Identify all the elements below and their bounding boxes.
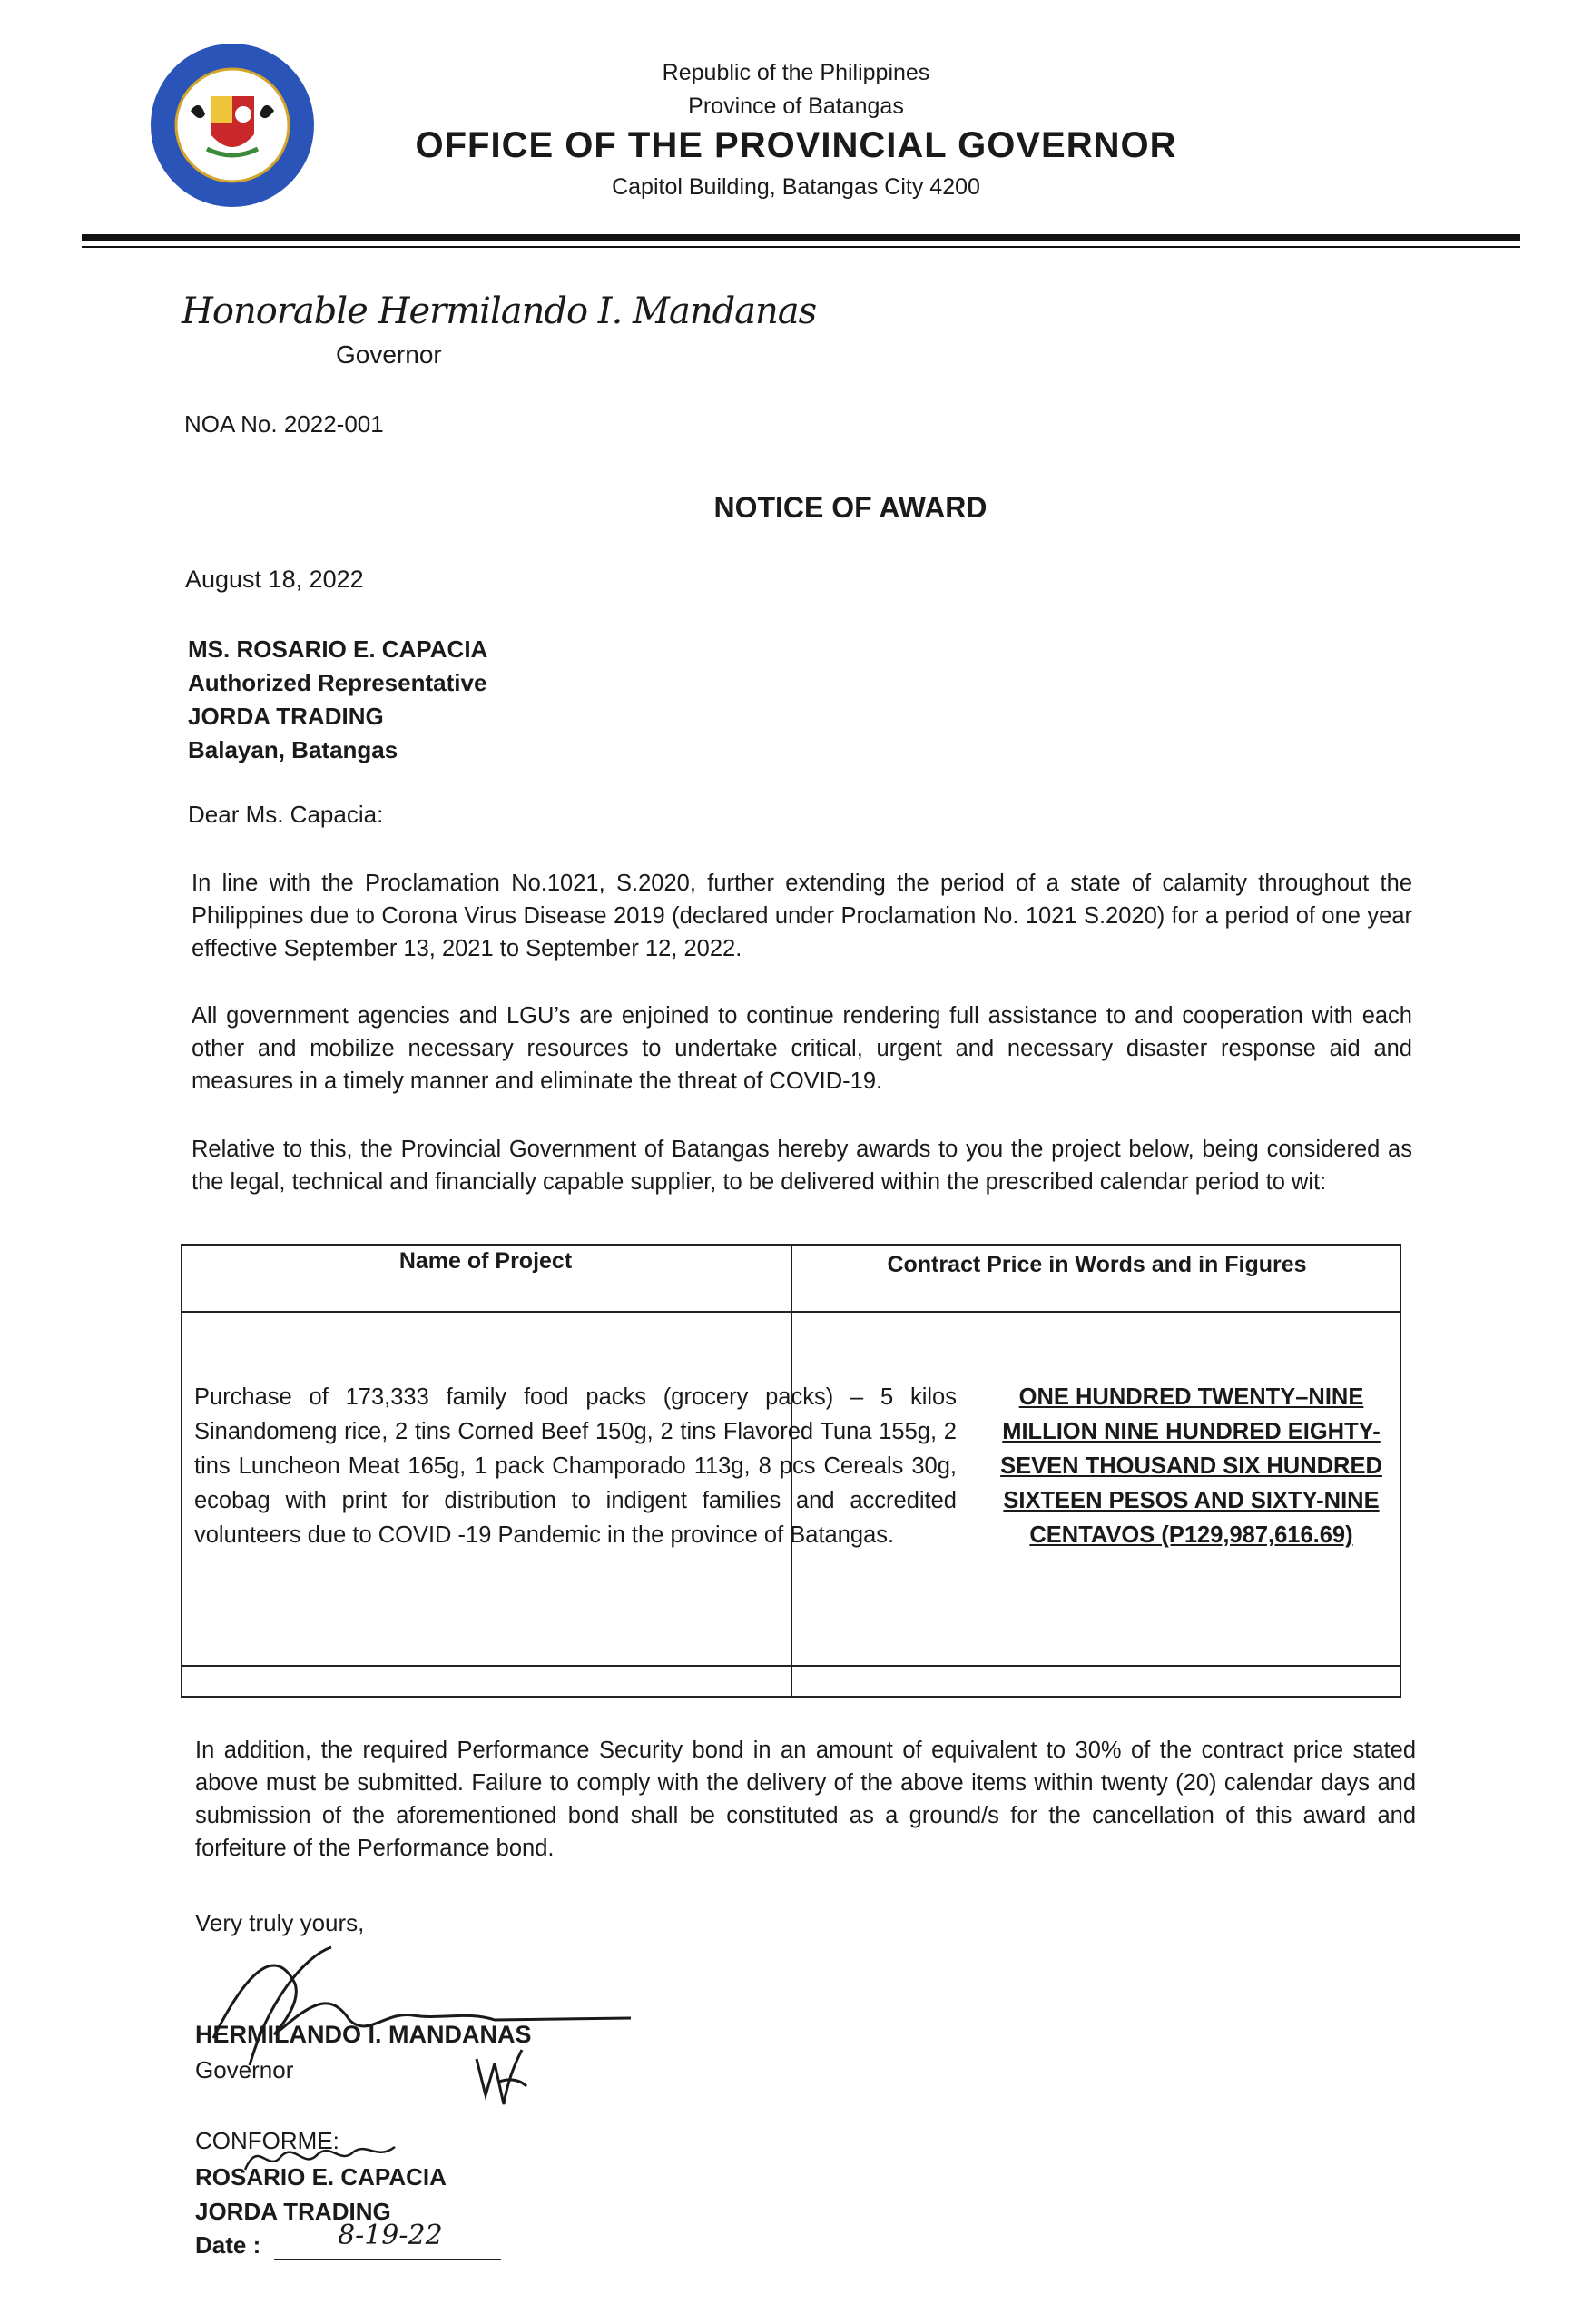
conforme-company: JORDA TRADING [195,2198,391,2225]
header-province: Province of Batangas [688,94,904,119]
addressee-company: JORDA TRADING [188,703,384,730]
governor-signature [195,1929,649,2074]
header-address: Capitol Building, Batangas City 4200 [612,174,980,200]
conforme-label: CONFORME: [195,2127,339,2154]
conforme-date-line [274,2259,501,2260]
conforme-name: ROSARIO E. CAPACIA [195,2163,447,2191]
paragraph-agencies: All government agencies and LGU’s are enjoined to continue rendering full assistance to and cooperation with each other and mobilize necessary resources to undertake critical, urgent and necessary disaster response aid and measures in a timely manner and eliminate the threat of COVID-19. [192,1003,1412,1094]
table-cell-price: ONE HUNDRED TWENTY–NINE MILLION NINE HUNDRED EIGHTY-SEVEN THOUSAND SIX HUNDRED SIXTEEN PESOS AND SIXTY-NINE CENTAVOS (P129,987,616.69) [1000,1384,1382,1548]
conforme-date-value: 8-19-22 [338,2220,443,2251]
addressee-name: MS. ROSARIO E. CAPACIA [188,635,488,663]
valediction: Very truly yours, [195,1909,365,1936]
table-footer-rule [181,1665,1401,1667]
salutation: Dear Ms. Capacia: [188,801,384,828]
addressee-location: Balayan, Batangas [188,736,398,763]
letter-date: August 18, 2022 [185,566,364,593]
paragraph-performance-bond: In addition, the required Performance Security bond in an amount of equivalent to 30% of the contract price stated above must be submitted. Failure to comply with the delivery of the above items within twenty (20) calendar days and submission of the aforementioned bond shall be constituted as a ground/s for the cancellation of this award and forfeiture of the Performance bond. [195,1738,1416,1861]
table-header-price: Contract Price in Words and in Figures [887,1252,1307,1277]
noa-number: NOA No. 2022-001 [184,410,384,438]
header-rule [82,234,1520,241]
paragraph-proclamation: In line with the Proclamation No.1021, S.2020, further extending the period of a state of calamity throughout the Philippines due to Corona Virus Disease 2019 (declared under Proclamation No. 1021 S.2020) for a period of one year effective September 13, 2021 to September 12, 2022. [192,871,1412,961]
header-republic: Republic of the Philippines [662,60,930,85]
conforme-date-label: Date : [195,2231,261,2259]
notice-title: NOTICE OF AWARD [713,491,988,524]
header-office: OFFICE OF THE PROVINCIAL GOVERNOR [415,125,1177,165]
governor-title: Governor [336,340,442,369]
governor-name: Honorable Hermilando I. Mandanas [182,290,817,332]
table-header-project: Name of Project [398,1248,573,1274]
provincial-seal [147,40,318,211]
table-header-rule [181,1311,1401,1313]
signer-name: HERMILANDO I. MANDANAS [195,2021,532,2048]
signer-title: Governor [195,2056,294,2083]
initials-mark [467,2041,531,2113]
table-cell-project: Purchase of 173,333 family food packs (grocery packs) – 5 kilos Sinandomeng rice, 2 tins Corned Beef 150g, 2 tins Flavored Tuna 155g, 2 tins Luncheon Meat 165g, 1 pack Champorado 113g, 8 pcs Cereals 30g, ecobag with print for distribution to indigent families and accredited volunteers due to COVID -19 Pandemic in the province of Batangas. [194,1384,957,1548]
header-rule-thin [82,246,1520,248]
paragraph-award: Relative to this, the Provincial Government of Batangas hereby awards to you the project below, being considered as the legal, technical and financially capable supplier, to be delivered within the prescribed calendar period to wit: [192,1137,1412,1195]
addressee-role: Authorized Representative [188,669,487,696]
